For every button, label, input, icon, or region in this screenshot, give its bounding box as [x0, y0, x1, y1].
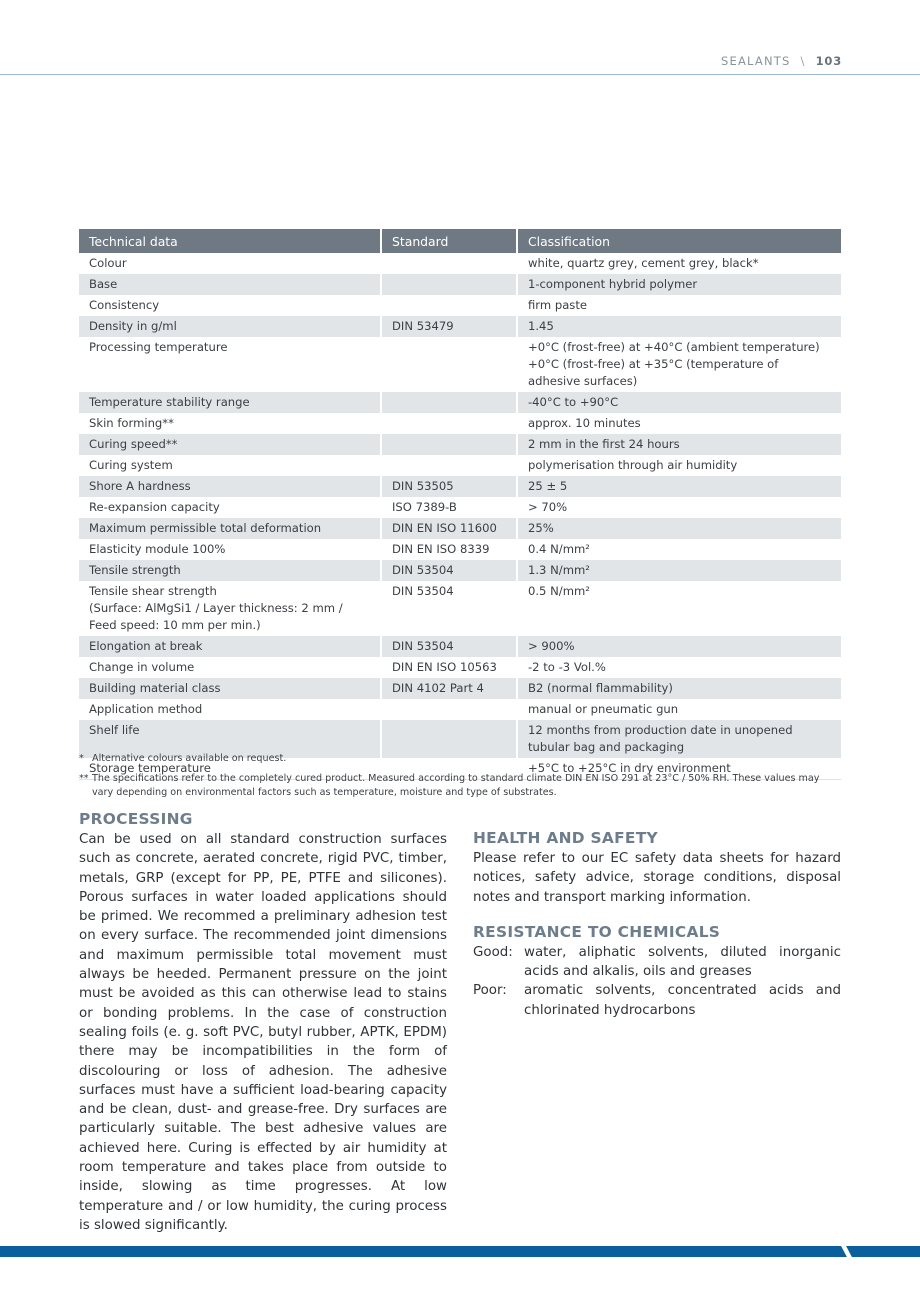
standard-cell — [381, 699, 517, 720]
property-cell: Temperature stability range — [79, 392, 381, 413]
classification-text: +5°C to +25°C in dry environment — [528, 761, 731, 775]
column-header-standard: Standard — [381, 229, 517, 253]
property-cell: Curing system — [79, 455, 381, 476]
table-row — [79, 413, 841, 434]
page-number: 103 — [815, 54, 842, 68]
footnote-mark: ** — [79, 773, 89, 784]
table-header-row — [79, 229, 841, 253]
classification-text: firm paste — [528, 298, 588, 312]
resistance-heading: RESISTANCE TO CHEMICALS — [473, 922, 721, 941]
classification-text: +0°C (frost-free) at +35°C (temperature of adhesive surfaces) — [528, 357, 779, 388]
standard-cell: ISO 7389-B — [381, 497, 517, 518]
classification-text: -2 to -3 Vol.% — [528, 660, 606, 674]
property-cell: Elongation at break — [79, 636, 381, 657]
standard-cell: DIN 53504 — [381, 581, 517, 636]
table-row — [79, 434, 841, 455]
property-cell: Skin forming** — [79, 413, 381, 434]
table-row — [79, 518, 841, 539]
right-column — [473, 829, 841, 1020]
table-row — [79, 455, 841, 476]
property-cell: Maximum permissible total deformation — [79, 518, 381, 539]
classification-cell — [517, 434, 841, 455]
resistance-section — [473, 923, 841, 1020]
standard-cell — [381, 253, 517, 274]
property-cell: Re-expansion capacity — [79, 497, 381, 518]
classification-cell — [517, 253, 841, 274]
classification-text: > 70% — [528, 500, 568, 514]
property-cell: Curing speed** — [79, 434, 381, 455]
footnote-mark: * — [79, 753, 84, 764]
health-safety-heading: HEALTH AND SAFETY — [473, 829, 658, 847]
classification-cell — [517, 413, 841, 434]
classification-text: 25% — [528, 521, 554, 535]
table-footnotes — [79, 752, 841, 806]
resistance-label: Good: — [473, 944, 513, 960]
property-cell: Colour — [79, 253, 381, 274]
table-row — [79, 253, 841, 274]
classification-text: 0.4 N/mm² — [528, 542, 590, 556]
standard-cell: DIN 53505 — [381, 476, 517, 497]
classification-text: 1.45 — [528, 319, 554, 333]
table-row — [79, 497, 841, 518]
standard-cell: DIN EN ISO 8339 — [381, 539, 517, 560]
resistance-good — [473, 943, 841, 982]
classification-text: > 900% — [528, 639, 575, 653]
table-row — [79, 678, 841, 699]
standard-cell: DIN 4102 Part 4 — [381, 678, 517, 699]
property-cell: Elasticity module 100% — [79, 539, 381, 560]
classification-text: -40°C to +90°C — [528, 395, 619, 409]
property-cell: Processing temperature — [79, 337, 381, 392]
classification-text: B2 (normal flammability) — [528, 681, 673, 695]
resistance-label: Poor: — [473, 983, 507, 999]
table-row — [79, 657, 841, 678]
standard-cell: DIN EN ISO 11600 — [381, 518, 517, 539]
classification-cell — [517, 455, 841, 476]
classification-cell — [517, 295, 841, 316]
classification-text: 25 ± 5 — [528, 479, 568, 493]
classification-text: 0.5 N/mm² — [528, 584, 590, 598]
table-row — [79, 560, 841, 581]
property-cell — [79, 581, 381, 636]
classification-cell — [517, 274, 841, 295]
classification-cell — [517, 657, 841, 678]
processing-section — [79, 810, 447, 1235]
classification-text: 12 months from production date in unopened — [528, 723, 793, 737]
table-row — [79, 636, 841, 657]
column-header-classification: Classification — [517, 229, 841, 253]
property-detail: (Surface: AlMgSi1 / Layer thickness: 2 mm / — [89, 601, 343, 615]
classification-text: 1-component hybrid polymer — [528, 277, 698, 291]
header-separator: \ — [800, 54, 806, 68]
classification-text: +0°C (frost-free) at +40°C (ambient temperature) — [528, 340, 820, 354]
classification-cell — [517, 560, 841, 581]
column-header-technical-data: Technical data — [79, 229, 381, 253]
table-row — [79, 295, 841, 316]
health-safety-section — [473, 829, 841, 907]
classification-cell — [517, 678, 841, 699]
classification-cell — [517, 539, 841, 560]
property-text: Tensile shear strength — [89, 584, 217, 598]
footnote — [79, 772, 841, 800]
property-cell: Consistency — [79, 295, 381, 316]
property-cell: Density in g/ml — [79, 316, 381, 337]
standard-cell — [381, 392, 517, 413]
classification-cell — [517, 518, 841, 539]
footnote-text: Alternative colours available on request. — [92, 753, 287, 764]
classification-text: approx. 10 minutes — [528, 416, 641, 430]
classification-text: 1.3 N/mm² — [528, 563, 590, 577]
classification-cell — [517, 636, 841, 657]
standard-cell — [381, 337, 517, 392]
classification-cell — [517, 476, 841, 497]
classification-cell — [517, 392, 841, 413]
table-row — [79, 699, 841, 720]
standard-cell — [381, 413, 517, 434]
classification-text: polymerisation through air humidity — [528, 458, 738, 472]
property-cell: Tensile strength — [79, 560, 381, 581]
property-cell: Building material class — [79, 678, 381, 699]
table-row — [79, 337, 841, 392]
processing-text: Can be used on all standard construction surfaces such as concrete, aerated concrete, rigid PVC, timber, metals, GRP (except for PP, PE, PTFE and silicones). Porous surfaces in water loaded applications should be primed. We recommed a preliminary adhesion test on every surface. The recommended joint dimensions and maximum permissible total movement must always be heeded. Permanent pressure on the joint must be avoided as this can otherwise lead to stains or bonding problems. In the case of construction sealing foils (e. g. soft PVC, butyl rubber, APTK, EPDM) there may be incompatibilities in the form of discolouring or loss of adhesion. The adhesive surfaces must have a sufficient load-bearing capacity and be clean, dust- and grease-free. Dry surfaces are particularly suitable. The best adhesive values are achieved here. Curing is effected by air humidity at room temperature and takes place from outside to inside, slowing as time progresses. At low temperature and / or low humidity, the curing process is slowed significantly. — [79, 832, 447, 1233]
standard-cell — [381, 455, 517, 476]
standard-cell — [381, 274, 517, 295]
table-row — [79, 316, 841, 337]
running-header — [721, 54, 842, 68]
property-cell: Application method — [79, 699, 381, 720]
health-safety-text: Please refer to our EC safety data sheets for hazard notices, safety advice, storage conditions, disposal notes and transport marking information. — [473, 851, 841, 905]
table-row — [79, 274, 841, 295]
resistance-text: aromatic solvents, concentrated acids and chlorinated hydrocarbons — [524, 983, 841, 1018]
classification-cell — [517, 337, 841, 392]
footnote-text: The specifications refer to the completely cured product. Measured according to standard climate DIN EN ISO 291 at 23°C / 50% RH. These values may vary depending on environmental factors such as temperature, moisture and type of substrates. — [92, 773, 820, 798]
classification-cell — [517, 699, 841, 720]
standard-cell: DIN 53479 — [381, 316, 517, 337]
property-cell: Change in volume — [79, 657, 381, 678]
footer-bar — [0, 1246, 920, 1257]
table-row — [79, 539, 841, 560]
classification-text: 2 mm in the first 24 hours — [528, 437, 680, 451]
property-cell: Shelf life — [79, 720, 381, 758]
footnote — [79, 752, 841, 766]
table-row — [79, 581, 841, 636]
processing-heading: PROCESSING — [79, 810, 193, 828]
resistance-poor — [473, 981, 841, 1020]
standard-cell: DIN 53504 — [381, 560, 517, 581]
standard-cell: DIN EN ISO 10563 — [381, 657, 517, 678]
standard-cell — [381, 434, 517, 455]
property-cell: Storage temperature — [79, 758, 381, 780]
resistance-text: water, aliphatic solvents, diluted inorganic acids and alkalis, oils and greases — [524, 944, 841, 980]
property-detail: Feed speed: 10 mm per min.) — [89, 618, 261, 632]
standard-cell — [381, 295, 517, 316]
property-cell: Base — [79, 274, 381, 295]
header-rule — [0, 74, 920, 75]
classification-text: tubular bag and packaging — [528, 740, 685, 754]
technical-data-table — [79, 229, 841, 780]
table-row — [79, 392, 841, 413]
classification-text: manual or pneumatic gun — [528, 702, 679, 716]
table-row — [79, 476, 841, 497]
classification-cell — [517, 316, 841, 337]
classification-cell — [517, 497, 841, 518]
classification-cell — [517, 581, 841, 636]
standard-cell: DIN 53504 — [381, 636, 517, 657]
classification-text: white, quartz grey, cement grey, black* — [528, 256, 759, 270]
property-cell: Shore A hardness — [79, 476, 381, 497]
section-name: SEALANTS — [721, 54, 791, 68]
